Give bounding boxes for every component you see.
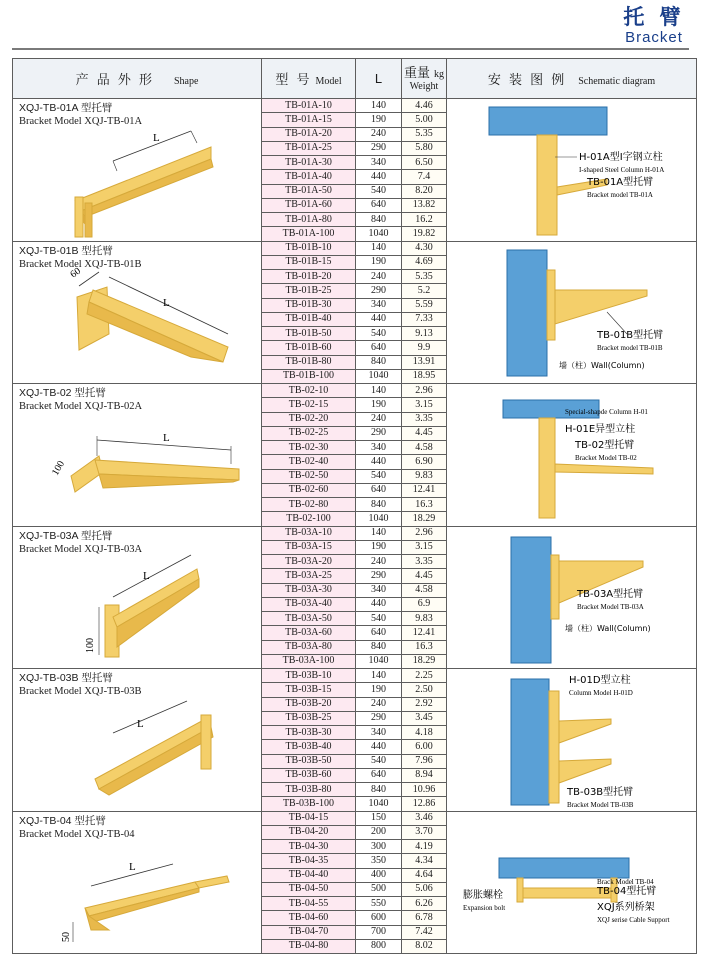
weight-cell: 6.26	[402, 897, 447, 911]
length-cell: 290	[356, 141, 402, 155]
weight-cell: 18.29	[402, 654, 447, 668]
length-cell: 340	[356, 441, 402, 455]
length-cell: 540	[356, 184, 402, 198]
model-cell: TB-03B-60	[262, 768, 356, 782]
length-cell: 1040	[356, 654, 402, 668]
model-cell: TB-03B-40	[262, 740, 356, 754]
weight-cell: 3.70	[402, 825, 447, 839]
weight-cell: 2.92	[402, 697, 447, 711]
bracket-model-title	[19, 672, 141, 698]
model-header-cn: 型 号	[275, 72, 312, 88]
model-cell: TB-04-55	[262, 897, 356, 911]
weight-cell: 7.42	[402, 925, 447, 939]
diagram-label-bolt-cn: 膨胀螺栓	[463, 889, 503, 901]
model-cell: TB-02-15	[262, 398, 356, 412]
length-cell: 340	[356, 726, 402, 740]
weight-cell: 12.41	[402, 483, 447, 497]
model-cell: TB-04-20	[262, 825, 356, 839]
diagram-label-column-cn: H-01D型立柱	[569, 675, 631, 686]
shape-cell	[13, 384, 262, 527]
length-cell: 190	[356, 113, 402, 127]
diagram-label-bracket-cn: TB-01A型托臂	[587, 177, 654, 188]
length-cell: 700	[356, 925, 402, 939]
length-cell: 290	[356, 284, 402, 298]
model-cell: TB-01A-15	[262, 113, 356, 127]
weight-cell: 6.50	[402, 156, 447, 170]
length-cell: 540	[356, 469, 402, 483]
diagram-label-bracket-en: Bracket model TB-01B	[597, 343, 663, 352]
model-cell: TB-01B-40	[262, 312, 356, 326]
diagram-label-bracket-cn: TB-01B型托臂	[597, 329, 664, 341]
weight-cell: 4.19	[402, 840, 447, 854]
diagram-label-bracket-en: Bracket model TB-01A	[587, 191, 653, 199]
model-cell: TB-01B-25	[262, 284, 356, 298]
diagram-header-cn: 安 装 图 例	[487, 72, 567, 88]
install-diagram-02	[447, 384, 697, 526]
model-cell: TB-03A-20	[262, 555, 356, 569]
model-cell: TB-01A-30	[262, 156, 356, 170]
model-cell: TB-01B-10	[262, 241, 356, 255]
install-diagram-01b	[447, 242, 697, 384]
diagram-header-en: Schematic diagram	[578, 75, 656, 87]
weight-cell: 4.34	[402, 854, 447, 868]
model-cell: TB-02-80	[262, 498, 356, 512]
weight-cell: 8.20	[402, 184, 447, 198]
diagram-label-bracket-cn: TB-03B型托臂	[567, 787, 634, 798]
weight-header-unit: kg	[434, 68, 444, 80]
weight-cell: 3.35	[402, 555, 447, 569]
weight-cell: 4.64	[402, 868, 447, 882]
model-cell: TB-03A-40	[262, 597, 356, 611]
model-cell: TB-01A-80	[262, 213, 356, 227]
length-cell: 200	[356, 825, 402, 839]
diagram-label-bolt-en: Expansion bolt	[463, 903, 506, 912]
length-cell: 290	[356, 569, 402, 583]
install-diagram-01a	[447, 99, 697, 241]
length-cell: 440	[356, 455, 402, 469]
shape-cell	[13, 669, 262, 812]
weight-cell: 8.02	[402, 939, 447, 953]
model-cell: TB-03A-30	[262, 583, 356, 597]
bracket-title-cn: XQJ-TB-03B 型托臂	[19, 672, 113, 684]
diagram-label-bracket-cn: TB-03A型托臂	[577, 588, 644, 600]
weight-cell: 4.69	[402, 255, 447, 269]
weight-cell: 2.50	[402, 683, 447, 697]
length-cell: 190	[356, 540, 402, 554]
length-cell: 840	[356, 355, 402, 369]
weight-cell: 4.58	[402, 441, 447, 455]
weight-header-en: Weight	[409, 80, 439, 92]
model-cell: TB-03B-100	[262, 797, 356, 811]
shape-column-header	[13, 59, 262, 99]
weight-cell: 7.96	[402, 754, 447, 768]
weight-cell: 4.18	[402, 726, 447, 740]
model-cell: TB-04-80	[262, 939, 356, 953]
diagram-cell	[447, 99, 697, 242]
weight-cell: 6.78	[402, 911, 447, 925]
length-cell: 540	[356, 754, 402, 768]
length-cell: 1040	[356, 369, 402, 383]
shape-header-cn: 产 品 外 形	[75, 72, 154, 88]
bracket-title-en: Bracket Model XQJ-TB-04	[19, 828, 135, 840]
shape-cell	[13, 811, 262, 954]
weight-cell: 7.4	[402, 170, 447, 184]
length-cell: 240	[356, 697, 402, 711]
model-header-en: Model	[315, 75, 342, 87]
diagram-label-bracket-cn: TB-02型托臂	[575, 440, 635, 451]
weight-cell: 19.82	[402, 227, 447, 241]
weight-cell: 13.91	[402, 355, 447, 369]
length-cell: 840	[356, 213, 402, 227]
model-cell: TB-01B-15	[262, 255, 356, 269]
table-header-row	[13, 59, 697, 99]
model-cell: TB-03A-80	[262, 640, 356, 654]
dim-label-100: 100	[50, 459, 68, 478]
length-cell: 840	[356, 498, 402, 512]
bracket-title-en: Bracket Model XQJ-TB-01A	[19, 116, 143, 127]
table-row	[13, 384, 697, 398]
length-cell: 340	[356, 298, 402, 312]
model-cell: TB-04-40	[262, 868, 356, 882]
diagram-cell	[447, 526, 697, 669]
bracket-title-cn: XQJ-TB-04 型托臂	[19, 814, 106, 827]
length-cell: 400	[356, 868, 402, 882]
table-body	[13, 99, 697, 954]
model-column-header	[262, 59, 356, 99]
length-cell: 190	[356, 683, 402, 697]
install-diagram-03a	[447, 527, 697, 669]
dim-label-l: L	[153, 132, 160, 144]
weight-cell: 16.3	[402, 498, 447, 512]
weight-cell: 3.15	[402, 398, 447, 412]
bracket-title-en: Bracket Model XQJ-TB-03B	[19, 686, 142, 697]
dim-label-60: 60	[68, 265, 83, 280]
length-cell: 640	[356, 341, 402, 355]
weight-cell: 5.06	[402, 882, 447, 896]
length-cell: 240	[356, 127, 402, 141]
length-cell: 640	[356, 198, 402, 212]
weight-cell: 3.45	[402, 711, 447, 725]
model-cell: TB-01A-10	[262, 99, 356, 113]
model-cell: TB-03A-25	[262, 569, 356, 583]
length-cell: 1040	[356, 512, 402, 526]
diagram-cell	[447, 669, 697, 812]
model-cell: TB-03B-80	[262, 783, 356, 797]
length-cell: 350	[356, 854, 402, 868]
table-row	[13, 241, 697, 255]
dim-label-l: L	[143, 569, 150, 582]
install-diagram-03b	[447, 669, 697, 811]
weight-cell: 10.96	[402, 783, 447, 797]
weight-cell: 5.59	[402, 298, 447, 312]
length-cell: 300	[356, 840, 402, 854]
weight-cell: 18.95	[402, 369, 447, 383]
weight-column-header	[402, 59, 447, 99]
diagram-label-column-en: Column Model H-01D	[569, 689, 633, 697]
weight-cell: 9.83	[402, 612, 447, 626]
diagram-cell	[447, 384, 697, 527]
length-column-header	[356, 59, 402, 99]
length-cell: 140	[356, 384, 402, 398]
bracket-model-title	[19, 815, 134, 841]
weight-cell: 4.30	[402, 241, 447, 255]
model-cell: TB-03A-10	[262, 526, 356, 540]
bracket-spec-table	[12, 58, 697, 954]
diagram-label-support-en: XQJ serise Cable Support	[597, 915, 670, 924]
weight-cell: 2.25	[402, 669, 447, 683]
diagram-label-bracket-en: Brack Model TB-04	[597, 877, 654, 886]
length-cell: 440	[356, 312, 402, 326]
model-cell: TB-03B-30	[262, 726, 356, 740]
model-cell: TB-01A-50	[262, 184, 356, 198]
diagram-label-column-cn: H-01A型I字钢立柱	[579, 152, 663, 163]
weight-cell: 4.58	[402, 583, 447, 597]
dim-label-50: 50	[61, 931, 72, 942]
model-cell: TB-01B-60	[262, 341, 356, 355]
shape-cell	[13, 241, 262, 384]
length-cell: 340	[356, 583, 402, 597]
diagram-label-column-en: Special-shapde Column H-01	[565, 408, 648, 416]
diagram-label-column-cn: H-01E异型立柱	[565, 424, 636, 435]
bracket-model-title	[19, 245, 141, 271]
length-cell: 540	[356, 612, 402, 626]
diagram-label-support-cn: XQJ系列桥架	[597, 901, 655, 913]
dim-label-100: 100	[85, 637, 96, 653]
model-cell: TB-04-60	[262, 911, 356, 925]
diagram-label-bracket-cn: TB-04型托臂	[597, 885, 657, 897]
weight-cell: 6.9	[402, 597, 447, 611]
length-cell: 150	[356, 811, 402, 825]
bracket-title-cn: XQJ-TB-03A 型托臂	[19, 529, 113, 542]
length-cell: 140	[356, 99, 402, 113]
length-cell: 1040	[356, 797, 402, 811]
model-cell: TB-03B-10	[262, 669, 356, 683]
length-cell: 190	[356, 398, 402, 412]
table-row	[13, 811, 697, 825]
bracket-title-cn: XQJ-TB-02 型托臂	[19, 387, 106, 399]
model-cell: TB-01A-25	[262, 141, 356, 155]
model-cell: TB-04-35	[262, 854, 356, 868]
weight-cell: 5.2	[402, 284, 447, 298]
weight-header-top	[402, 66, 446, 81]
model-cell: TB-01B-50	[262, 327, 356, 341]
length-cell: 640	[356, 768, 402, 782]
model-cell: TB-01A-40	[262, 170, 356, 184]
model-cell: TB-03A-60	[262, 626, 356, 640]
weight-cell: 4.46	[402, 99, 447, 113]
table-row	[13, 669, 697, 683]
length-cell: 640	[356, 626, 402, 640]
model-cell: TB-01B-80	[262, 355, 356, 369]
weight-cell: 6.90	[402, 455, 447, 469]
diagram-label-bracket-en: Bracket Model TB-03A	[577, 602, 644, 611]
length-cell: 290	[356, 426, 402, 440]
install-diagram-04	[447, 812, 697, 954]
weight-cell: 12.41	[402, 626, 447, 640]
model-cell: TB-04-30	[262, 840, 356, 854]
weight-cell: 5.00	[402, 113, 447, 127]
dim-label-l: L	[129, 860, 136, 873]
model-cell: TB-03A-100	[262, 654, 356, 668]
table-row	[13, 99, 697, 113]
diagram-cell	[447, 241, 697, 384]
weight-cell: 9.13	[402, 327, 447, 341]
page-title-en: Bracket	[625, 29, 683, 46]
model-cell: TB-04-70	[262, 925, 356, 939]
weight-cell: 5.80	[402, 141, 447, 155]
length-cell: 1040	[356, 227, 402, 241]
model-cell: TB-01A-100	[262, 227, 356, 241]
weight-cell: 16.2	[402, 213, 447, 227]
length-cell: 140	[356, 526, 402, 540]
weight-cell: 2.96	[402, 384, 447, 398]
weight-header-cn: 重量	[403, 65, 430, 81]
shape-cell	[13, 526, 262, 669]
weight-cell: 13.82	[402, 198, 447, 212]
model-cell: TB-02-10	[262, 384, 356, 398]
model-cell: TB-02-20	[262, 412, 356, 426]
length-cell: 240	[356, 270, 402, 284]
length-cell: 840	[356, 640, 402, 654]
model-cell: TB-04-50	[262, 882, 356, 896]
length-header: L	[374, 70, 383, 86]
weight-cell: 7.33	[402, 312, 447, 326]
model-cell: TB-01A-60	[262, 198, 356, 212]
model-cell: TB-03B-50	[262, 754, 356, 768]
model-cell: TB-01B-100	[262, 369, 356, 383]
length-cell: 440	[356, 170, 402, 184]
shape-header-en: Shape	[173, 75, 199, 87]
weight-cell: 3.35	[402, 412, 447, 426]
length-cell: 600	[356, 911, 402, 925]
model-cell: TB-02-25	[262, 426, 356, 440]
weight-cell: 2.96	[402, 526, 447, 540]
model-cell: TB-03A-50	[262, 612, 356, 626]
model-cell: TB-03B-25	[262, 711, 356, 725]
length-cell: 140	[356, 241, 402, 255]
diagram-label-bracket-en: Bracket Model TB-03B	[567, 801, 634, 809]
diagram-label-bracket-en: Bracket Model TB-02	[575, 454, 637, 462]
model-cell: TB-03A-15	[262, 540, 356, 554]
length-cell: 240	[356, 412, 402, 426]
length-cell: 640	[356, 483, 402, 497]
diagram-label-wall: 墙（柱）Wall(Column)	[559, 360, 645, 370]
length-cell: 340	[356, 156, 402, 170]
diagram-cell	[447, 811, 697, 954]
length-cell: 440	[356, 740, 402, 754]
weight-cell: 8.94	[402, 768, 447, 782]
diagram-label-wall: 墙（柱）Wall(Column)	[565, 623, 651, 633]
weight-cell: 5.35	[402, 270, 447, 284]
model-cell: TB-03B-15	[262, 683, 356, 697]
table-row	[13, 526, 697, 540]
weight-cell: 6.00	[402, 740, 447, 754]
model-cell: TB-02-50	[262, 469, 356, 483]
model-cell: TB-01B-20	[262, 270, 356, 284]
model-cell: TB-01B-30	[262, 298, 356, 312]
bracket-title-cn: XQJ-TB-01B 型托臂	[19, 244, 113, 257]
bracket-title-en: Bracket Model XQJ-TB-01B	[19, 258, 142, 270]
length-cell: 500	[356, 882, 402, 896]
weight-cell: 16.3	[402, 640, 447, 654]
dim-label-l: L	[163, 432, 170, 444]
shape-cell	[13, 99, 262, 242]
model-cell: TB-03B-20	[262, 697, 356, 711]
bracket-model-title	[19, 102, 142, 128]
length-cell: 440	[356, 597, 402, 611]
page-title	[621, 4, 687, 46]
weight-cell: 4.45	[402, 569, 447, 583]
length-cell: 840	[356, 783, 402, 797]
model-cell: TB-02-100	[262, 512, 356, 526]
length-cell: 290	[356, 711, 402, 725]
weight-cell: 5.35	[402, 127, 447, 141]
bracket-title-en: Bracket Model XQJ-TB-02A	[19, 401, 143, 412]
model-cell: TB-04-15	[262, 811, 356, 825]
length-cell: 550	[356, 897, 402, 911]
model-cell: TB-02-60	[262, 483, 356, 497]
model-cell: TB-02-30	[262, 441, 356, 455]
weight-cell: 3.15	[402, 540, 447, 554]
bracket-title-en: Bracket Model XQJ-TB-03A	[19, 543, 143, 555]
weight-cell: 9.9	[402, 341, 447, 355]
length-cell: 140	[356, 669, 402, 683]
model-cell: TB-01A-20	[262, 127, 356, 141]
model-cell: TB-02-40	[262, 455, 356, 469]
diagram-label-column-en: I-shaped Steel Column H-01A	[579, 166, 665, 174]
dim-label-l: L	[137, 718, 144, 730]
weight-cell: 18.29	[402, 512, 447, 526]
bracket-model-title	[19, 530, 142, 556]
length-cell: 540	[356, 327, 402, 341]
page-title-cn: 托 臂	[623, 5, 685, 29]
length-cell: 800	[356, 939, 402, 953]
bracket-model-title	[19, 387, 142, 413]
bracket-title-cn: XQJ-TB-01A 型托臂	[19, 102, 113, 114]
length-cell: 240	[356, 555, 402, 569]
weight-cell: 4.45	[402, 426, 447, 440]
diagram-column-header	[447, 59, 697, 99]
length-cell: 190	[356, 255, 402, 269]
weight-cell: 9.83	[402, 469, 447, 483]
dim-label-l: L	[163, 296, 170, 309]
weight-cell: 3.46	[402, 811, 447, 825]
weight-cell: 12.86	[402, 797, 447, 811]
header-divider	[12, 48, 689, 50]
